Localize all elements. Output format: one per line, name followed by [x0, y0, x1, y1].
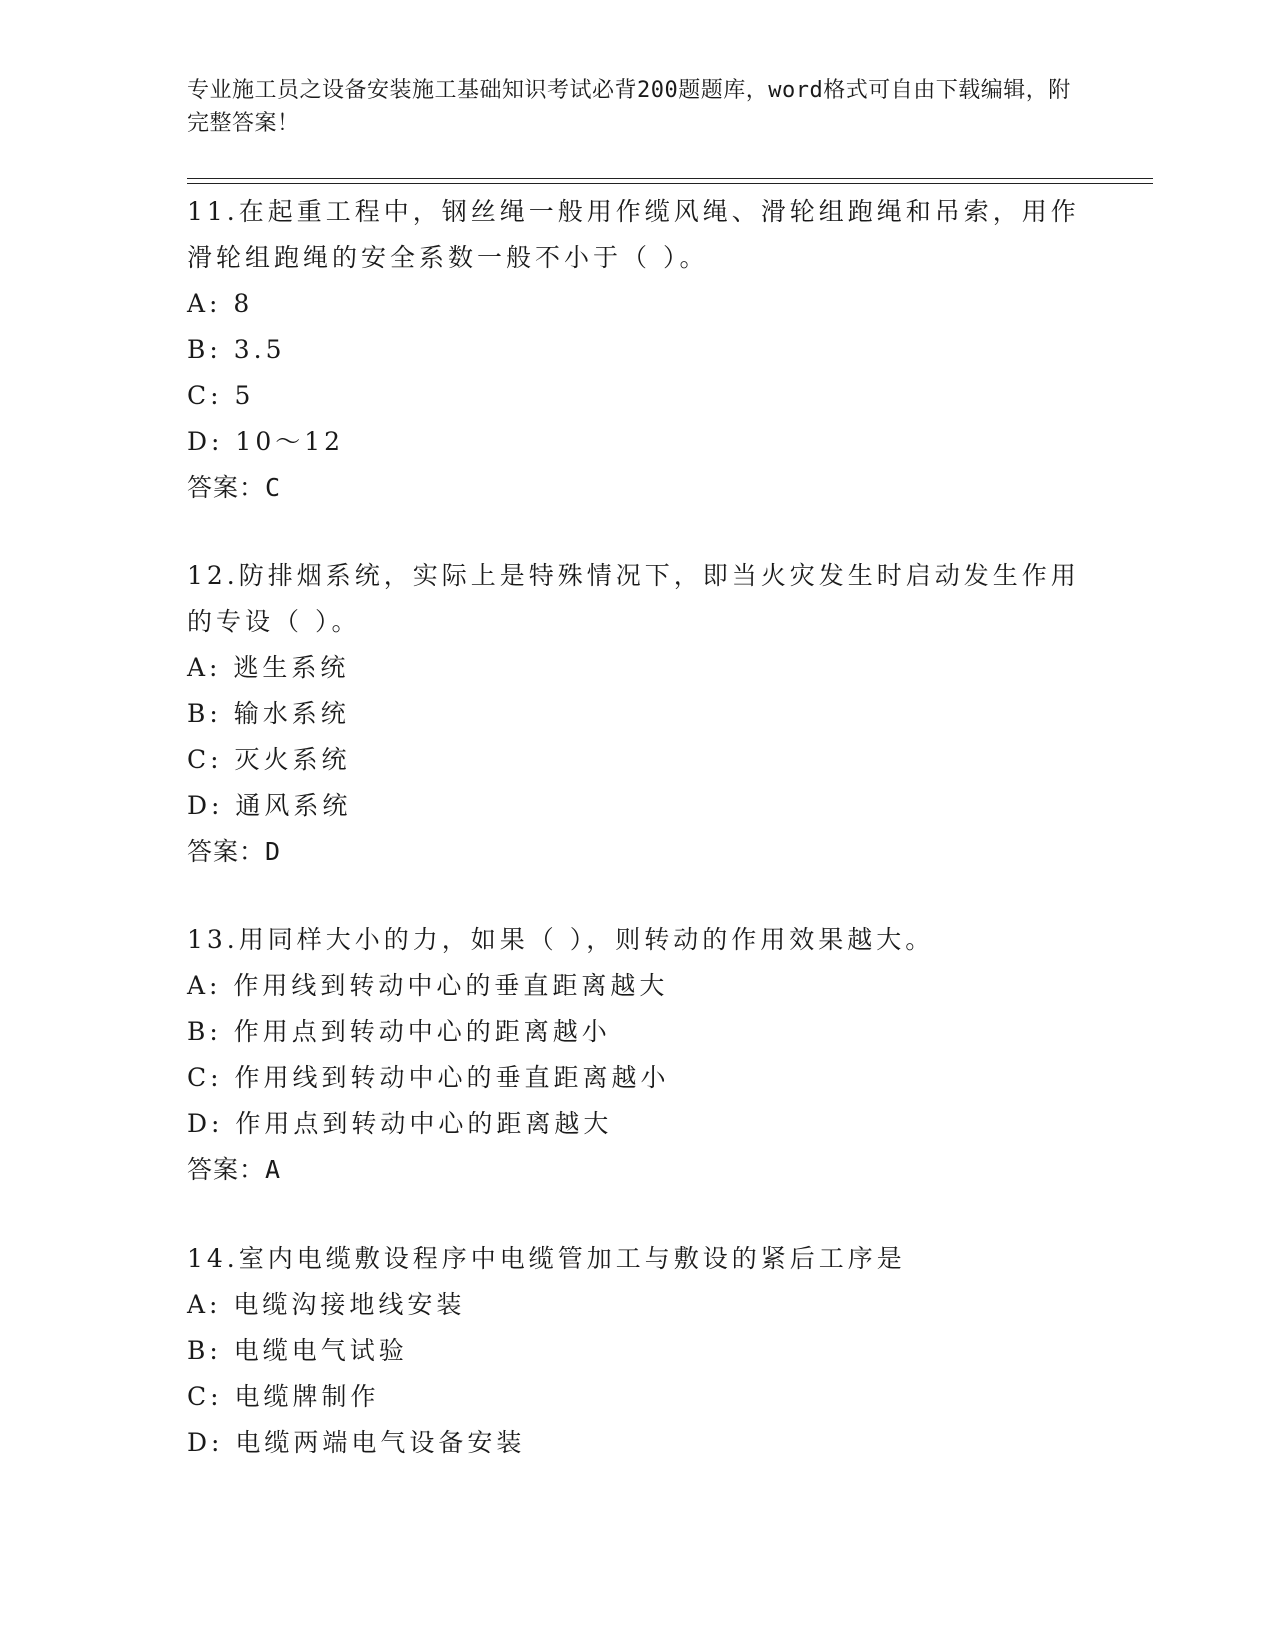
option-a: A: 逃生系统 [187, 653, 350, 682]
answer-line: 答案：A [187, 1155, 282, 1184]
option-b: B: 作用点到转动中心的距离越小 [187, 1017, 611, 1046]
question-stem: 14.室内电缆敷设程序中电缆管加工与敷设的紧后工序是 [187, 1244, 906, 1273]
option-c: C: 灭火系统 [187, 745, 351, 774]
question-11 [187, 189, 1087, 511]
question-13 [187, 917, 1087, 1193]
answer-line: 答案：D [187, 837, 282, 866]
question-12 [187, 553, 1087, 875]
header-divider-bottom [187, 183, 1153, 184]
option-d: D: 电缆两端电气设备安装 [187, 1428, 526, 1457]
option-d: D: 通风系统 [187, 791, 352, 820]
option-a: A: 8 [187, 289, 254, 318]
question-stem: 11.在起重工程中，钢丝绳一般用作缆风绳、滑轮组跑绳和吊索，用作滑轮组跑绳的安全系数一般不小于（ ）。 [187, 197, 1080, 272]
option-c: C: 作用线到转动中心的垂直距离越小 [187, 1063, 670, 1092]
option-b: B: 输水系统 [187, 699, 350, 728]
header-divider-top [187, 178, 1153, 179]
question-14 [187, 1236, 1087, 1466]
option-c: C: 5 [187, 381, 255, 410]
question-stem: 12.防排烟系统，实际上是特殊情况下，即当火灾发生时启动发生作用的专设（ ）。 [187, 561, 1080, 636]
question-stem: 13.用同样大小的力，如果（ ），则转动的作用效果越大。 [187, 925, 935, 954]
option-a: A: 电缆沟接地线安装 [187, 1290, 466, 1319]
option-d: D: 作用点到转动中心的距离越大 [187, 1109, 613, 1138]
answer-line: 答案：C [187, 473, 282, 502]
option-c: C: 电缆牌制作 [187, 1382, 380, 1411]
document-header: 专业施工员之设备安装施工基础知识考试必背200题题库，word格式可自由下载编辑，附完整答案！ [187, 78, 1071, 136]
option-b: B: 电缆电气试验 [187, 1336, 408, 1365]
option-d: D: 10～12 [187, 427, 345, 456]
option-a: A: 作用线到转动中心的垂直距离越大 [187, 971, 669, 1000]
option-b: B: 3.5 [187, 335, 286, 364]
